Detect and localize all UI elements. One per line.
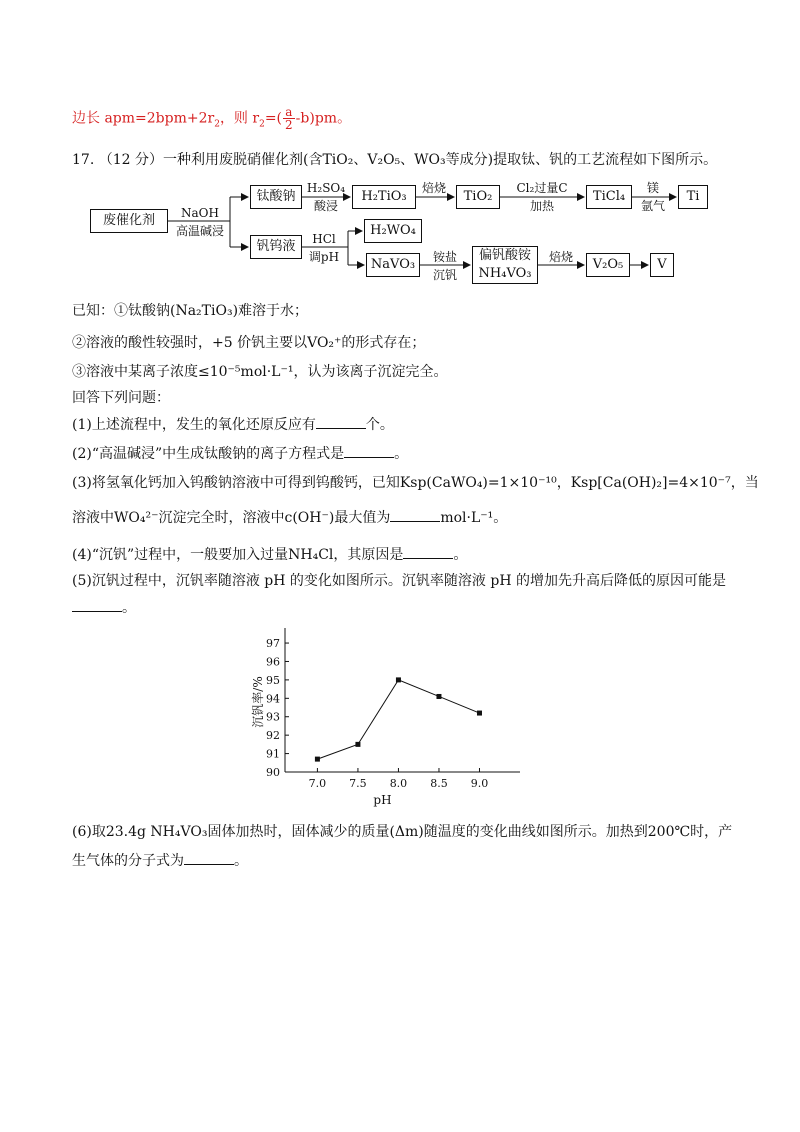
y-tick-label: 92 [266,729,280,743]
answer-intro: 回答下列问题： [72,390,170,406]
y-tick-label: 93 [266,710,280,724]
label-ammonium-salt: 铵盐 [432,250,457,264]
x-tick-label: 8.5 [430,777,448,790]
y-tick-label: 94 [266,692,280,706]
label-naoh: NaOH [181,206,219,220]
label-acid-leach: 酸浸 [313,199,338,213]
question-2-end: 。 [394,446,409,462]
known-3: ③溶液中某离子浓度≤10⁻⁵mol·L⁻¹，认为该离子沉淀完全。 [72,364,448,380]
box-ammonium-metavanadate [472,246,538,284]
x-tick-label: 7.0 [308,777,327,790]
label-vanadium-precipitation: 沉钒 [432,268,457,282]
box-vanadium-tungsten-liquid: 钒钨液 [250,235,302,259]
y-axis-title: 沉钒率/% [251,676,265,728]
question-3-line-1: (3)将氢氧化钙加入钨酸钠溶液中可得到钨酸钙，已知Ksp(CaWO₄)=1×10⁻¹⁰，Ksp[Ca(OH)₂]=4×10⁻⁷，当 [72,475,759,491]
question-2 [72,443,408,464]
label-hcl: HCl [312,232,336,246]
y-tick-label: 97 [266,637,280,651]
question-3-line-2 [72,507,507,528]
question-3-unit: mol·L⁻¹。 [440,510,508,526]
y-tick-label: 95 [266,673,280,687]
x-axis-title: pH [373,793,392,807]
question-1 [72,414,394,435]
question-4-end: 。 [453,547,468,563]
label-roast-2: 焙烧 [548,250,573,264]
question-1-text: (1)上述流程中，发生的氧化还原反应有 [72,417,316,433]
known-1: 已知：①钛酸钠(Na₂TiO₃)难溶于水； [72,303,309,319]
question-6-line-1: (6)取23.4g NH₄VO₃固体加热时，固体减少的质量(Δm)随温度的变化曲线如图所示。加热到200℃时，产 [72,824,733,840]
label-heat: 加热 [529,199,554,213]
answer-blank[interactable] [403,544,453,559]
label-magnesium: 镁 [646,181,659,195]
answer-blank[interactable] [316,414,366,429]
question-5-line-2 [72,597,136,618]
answer-text: 边长 apm=2bpm+2r [72,110,215,127]
answer-text-4: -b)pm。 [295,110,352,127]
box-nh4vo3-name: 偏钒酸铵 [478,248,531,263]
question-6-end: 。 [234,853,248,869]
data-point [477,711,482,716]
label-h2so4: H₂SO₄ [306,181,346,195]
x-tick-label: 9.0 [470,777,489,790]
question-6-line-2 [72,850,248,871]
answer-blank[interactable] [72,597,122,612]
answer-text-3: =( [264,110,283,127]
question-5-end: 。 [122,600,136,616]
box-sodium-titanate: 钛酸钠 [250,185,302,209]
box-ticl4: TiCl₄ [586,185,632,209]
box-ti: Ti [678,185,708,209]
label-roast-1: 焙烧 [421,181,446,195]
answer-blank[interactable] [344,443,394,458]
answer-blank[interactable] [390,507,440,522]
precipitation-rate-chart [230,620,540,815]
data-point [315,757,320,762]
fraction-numerator: a [283,106,295,119]
question-4-text: (4)“沉钒”过程中，一般要加入过量NH₄Cl，其原因是 [72,547,404,563]
question-5-line-1: (5)沉钒过程中，沉钒率随溶液 pH 的变化如图所示。沉钒率随溶液 pH 的增加先升高后降低的原因可能是 [72,573,726,589]
box-navo3: NaVO₃ [366,253,420,277]
series-line [317,680,479,759]
data-point [396,677,401,682]
box-v2o5: V₂O₅ [586,253,630,277]
data-point [436,694,441,699]
label-high-temp-leach: 高温碱浸 [175,224,224,238]
question-4 [72,544,467,565]
question-1-end: 个。 [365,417,394,433]
box-nh4vo3-formula: NH₄VO₃ [478,266,532,281]
y-tick-label: 90 [266,766,280,779]
box-waste-catalyst: 废催化剂 [90,209,168,233]
answer-blank[interactable] [184,850,234,865]
x-tick-label: 8.0 [389,777,408,790]
known-2: ②溶液的酸性较强时，+5 价钒主要以VO₂⁺的形式存在； [72,335,426,351]
box-v: V [650,253,674,277]
label-adjust-ph: 调pH [308,250,340,264]
box-h2wo4: H₂WO₄ [364,219,422,243]
question-6-text: 生气体的分子式为 [72,853,184,869]
fraction-denominator: 2 [285,118,293,132]
box-tio2: TiO₂ [456,185,500,209]
box-h2tio3: H₂TiO₃ [352,185,416,209]
y-tick-label: 91 [266,747,280,761]
answer-text-2: ，则 r [219,110,260,127]
question-17-heading: 17. （12 分）一种利用废脱硝催化剂(含TiO₂、V₂O₅、WO₃等成分)提取钛、钒的工艺流程如下图所示。 [72,152,718,168]
subscript-2: 2 [259,119,265,130]
x-tick-label: 7.5 [349,777,367,790]
y-tick-label: 96 [266,655,280,669]
data-point [355,742,360,747]
question-3-text: 溶液中WO₄²⁻沉淀完全时，溶液中c(OH⁻)最大值为 [72,510,391,526]
label-cl2-excess-c: Cl₂过量C [516,181,568,195]
subscript: 2 [214,119,220,130]
question-2-text: (2)“高温碱浸”中生成钛酸钠的离子方程式是 [72,446,345,462]
label-argon: 氩气 [640,199,665,213]
